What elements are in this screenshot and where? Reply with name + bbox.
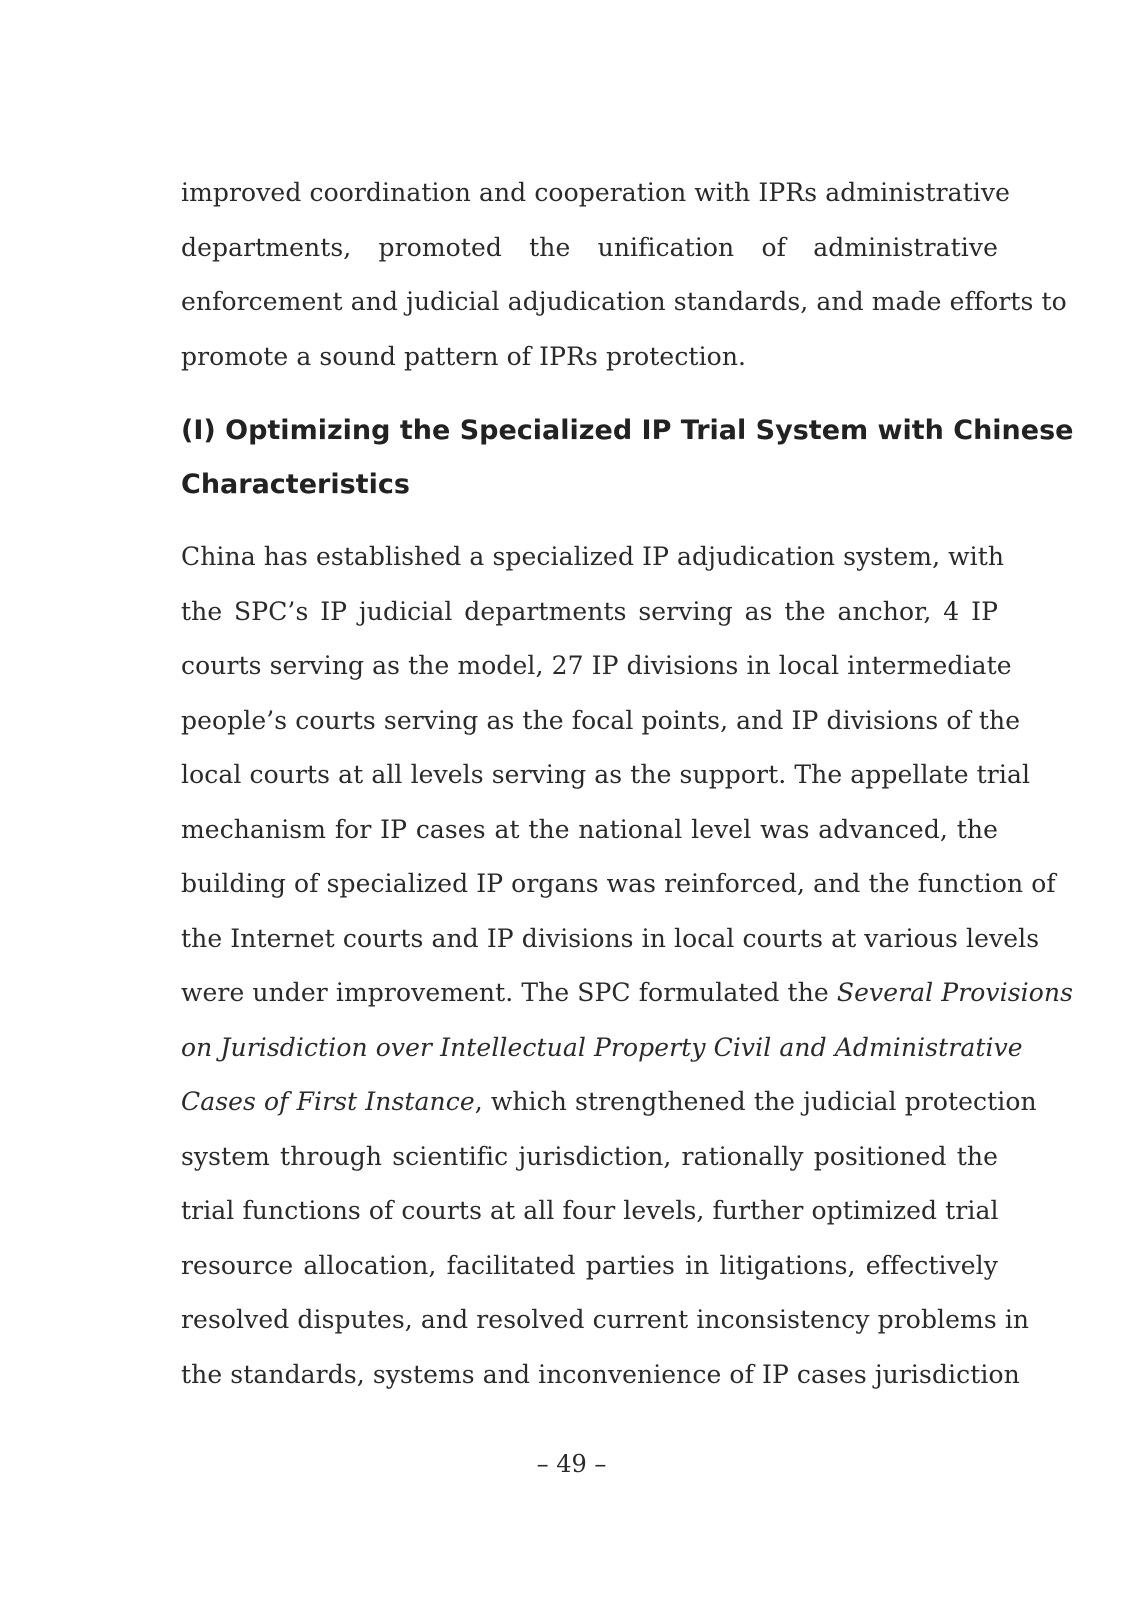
paragraph-line: departments, promoted the unification of administrative (181, 232, 998, 262)
paragraph-text: , which strengthened the judicial protection (474, 1087, 1037, 1116)
paragraph-line: enforcement and judicial adjudication standards, and made efforts to (181, 287, 1067, 316)
paragraph-line: the SPC’s IP judicial departments serving as the anchor, 4 IP (181, 596, 998, 626)
page-number: – 49 – (536, 1450, 607, 1478)
paragraph-line: mechanism for IP cases at the national level was advanced, the (181, 814, 998, 844)
document-title-italic: on Jurisdiction over Intellectual Property Civil and Administrative (181, 1032, 1023, 1062)
document-title-italic: Cases of First Instance (181, 1087, 475, 1116)
paragraph-text: were under improvement. The SPC formulated the (181, 978, 837, 1007)
paragraph-line (181, 1075, 1037, 1130)
document-title-italic: Several Provisions (836, 978, 1074, 1007)
paragraph-line: local courts at all levels serving as the support. The appellate trial (181, 760, 1031, 789)
paragraph-line: resource allocation, facilitated parties in litigations, effectively (181, 1250, 998, 1280)
paragraph-line: improved coordination and cooperation with IPRs administrative (181, 178, 1011, 207)
paragraph-line: the Internet courts and IP divisions in local courts at various levels (181, 923, 1040, 953)
paragraph-intro (181, 166, 1067, 384)
paragraph-line: trial functions of courts at all four levels, further optimized trial (181, 1196, 999, 1225)
section-heading-line-1: (I) Optimizing the Specialized IP Trial System with Chinese (181, 415, 1074, 446)
paragraph-line: China has established a specialized IP adjudication system, with (181, 542, 1005, 571)
paragraph-line: courts serving as the model, 27 IP divisions in local intermediate (181, 651, 1012, 680)
paragraph-line: promote a sound pattern of IPRs protection. (181, 341, 747, 371)
paragraph-line: building of specialized IP organs was reinforced, and the function of (181, 869, 1056, 898)
paragraph-line: system through scientific jurisdiction, rationally positioned the (181, 1141, 998, 1171)
paragraph-body (181, 530, 1074, 1402)
page-body (181, 166, 1074, 1402)
paragraph-line: resolved disputes, and resolved current inconsistency problems in (181, 1305, 1030, 1334)
section-heading (181, 404, 1074, 512)
paragraph-line: people’s courts serving as the focal points, and IP divisions of the (181, 705, 1021, 735)
section-heading-line-2: Characteristics (181, 469, 410, 500)
paragraph-line: the standards, systems and inconvenience of IP cases jurisdiction (181, 1359, 1020, 1389)
paragraph-line (181, 966, 1074, 1021)
